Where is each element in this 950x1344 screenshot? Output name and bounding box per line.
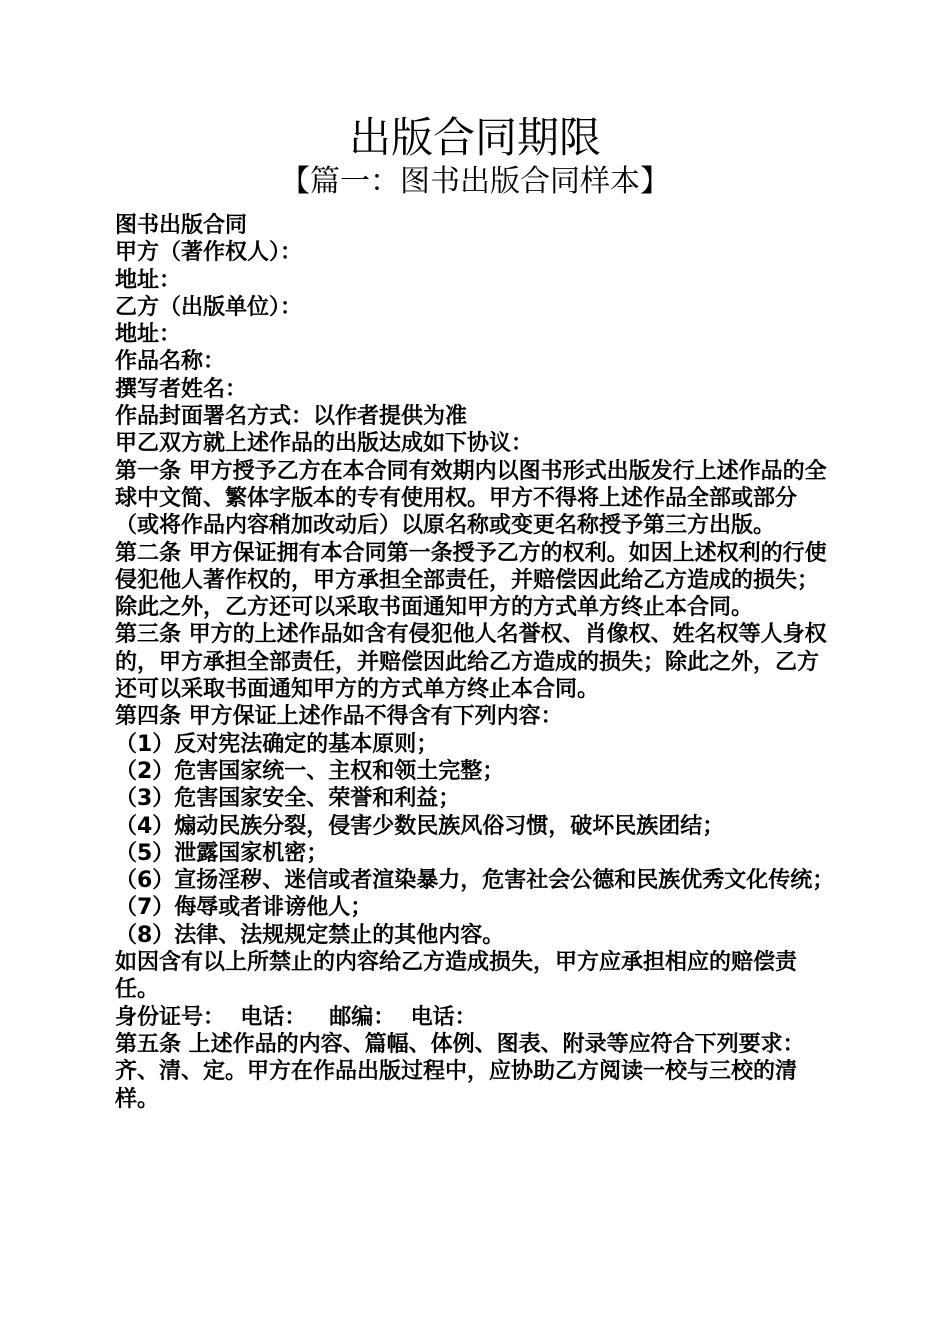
prohibited-item: （8）法律、法规规定禁止的其他内容。 [115, 922, 505, 948]
article-4: 第四条 甲方保证上述作品不得含有下列内容： [115, 704, 563, 730]
cover-signature-line: 作品封面署名方式：以作者提供为准 [115, 404, 468, 430]
prohibited-item: （4）煽动民族分裂，侵害少数民族风俗习惯，破坏民族团结； [115, 813, 725, 839]
document-subtitle: 【篇一：图书出版合同样本】 [280, 164, 670, 199]
party-a-address-line: 地址： [115, 267, 182, 293]
prohibited-item: （2）危害国家统一、主权和领土完整； [115, 758, 505, 784]
article-1: 第一条 甲方授予乙方在本合同有效期内以图书形式出版发行上述作品的全球中文简、繁体字版本的专有使用权。甲方不得将上述作品全部或部分（或将作品内容稍加改动后）以原名称或变更名称授予第三方出版。 [115, 458, 827, 539]
prohibited-item: （5）泄露国家机密； [115, 840, 329, 866]
agreement-intro-line: 甲乙双方就上述作品的出版达成如下协议： [115, 431, 534, 457]
party-a-line: 甲方（著作权人）： [115, 240, 303, 266]
prohibited-item: （6）宣扬淫秽、迷信或者渲染暴力，危害社会公德和民族优秀文化传统； [115, 868, 835, 894]
contract-body [115, 212, 840, 1113]
document-title: 出版合同期限 [348, 113, 601, 162]
article-2: 第二条 甲方保证拥有本合同第一条授予乙方的权利。如因上述权利的行使侵犯他人著作权的，甲方承担全部责任，并赔偿因此给乙方造成的损失；除此之外，乙方还可以采取书面通知甲方的方式单方终止本合同。 [115, 540, 827, 621]
party-b-address-line: 地址： [115, 322, 182, 348]
prohibited-item: （1）反对宪法确定的基本原则； [115, 731, 439, 757]
prohibited-item: （3）危害国家安全、荣誉和利益； [115, 786, 461, 812]
prohibited-item: （7）侮辱或者诽谤他人； [115, 895, 373, 921]
liability-clause: 如因含有以上所禁止的内容给乙方造成损失，甲方应承担相应的赔偿责任。 [115, 950, 798, 1003]
party-b-line: 乙方（出版单位）： [115, 294, 303, 320]
article-3: 第三条 甲方的上述作品如含有侵犯他人名誉权、肖像权、姓名权等人身权的，甲方承担全部责任，并赔偿因此给乙方造成的损失；除此之外，乙方还可以采取书面通知甲方的方式单方终止本合同。 [115, 622, 827, 703]
author-name-line: 撰写者姓名： [115, 376, 248, 402]
contact-info-line: 身份证号： 电话： 邮编： 电话： [115, 1004, 477, 1030]
work-title-line: 作品名称： [115, 349, 226, 375]
article-5: 第五条 上述作品的内容、篇幅、体例、图表、附录等应符合下列要求：齐、清、定。甲方在作品出版过程中，应协助乙方阅读一校与三校的清样。 [115, 1031, 805, 1112]
contract-heading: 图书出版合同 [115, 213, 248, 238]
